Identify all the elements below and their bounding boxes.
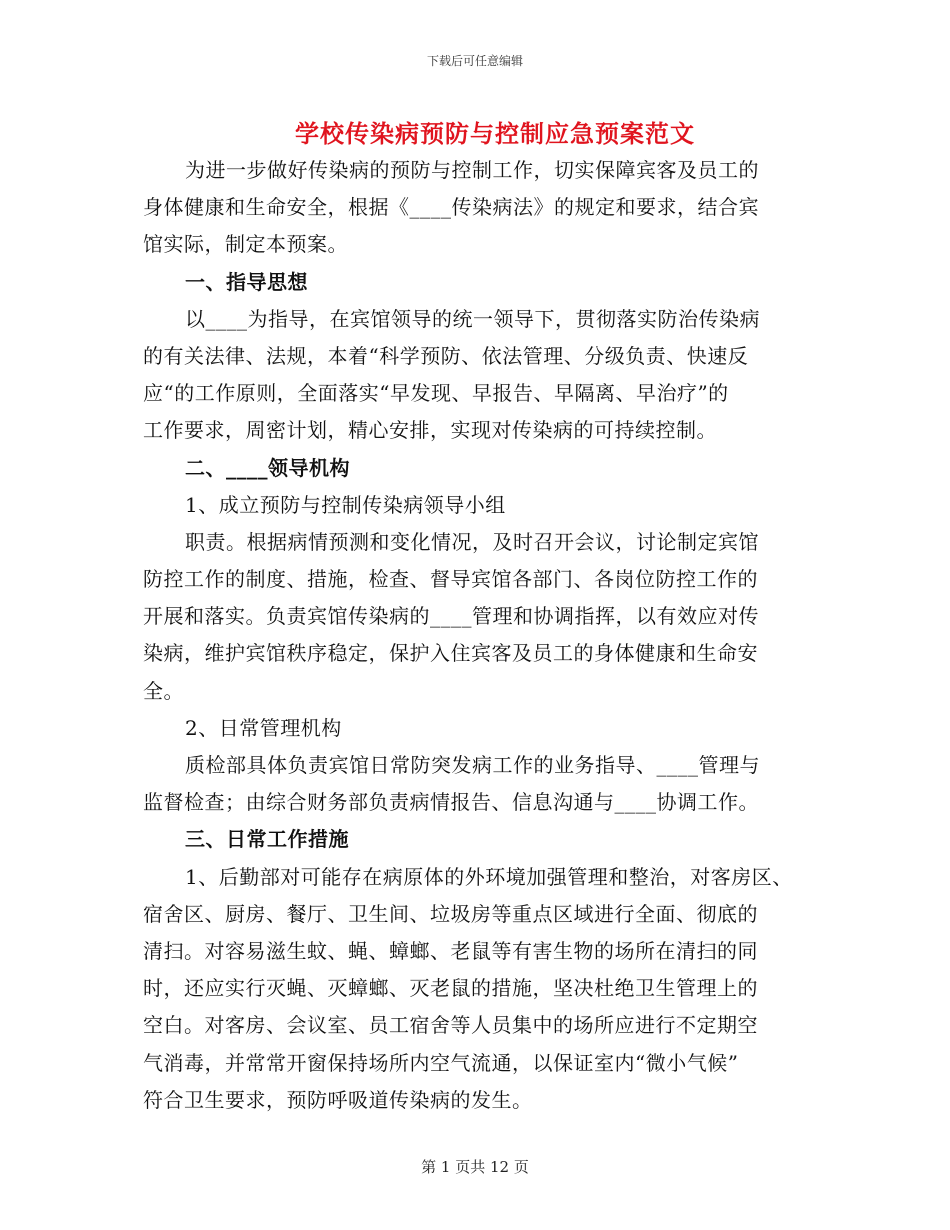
paragraph-line: 染病，维护宾馆秩序稳定，保护入住宾客及员工的身体健康和生命安 (143, 641, 758, 666)
paragraph-line: 质检部具体负责宾馆日常防突发病工作的业务指导、____管理与 (185, 753, 760, 777)
paragraph-line: 身体健康和生命安全，根据《____传染病法》的规定和要求，结合宾 (143, 195, 759, 220)
paragraph-line: 气消毒，并常常开窗保持场所内空气流通，以保证室内“微小气候” (143, 1050, 739, 1075)
paragraph-line: 开展和落实。负责宾馆传染病的____管理和协调指挥，以有效应对传 (143, 604, 759, 629)
paragraph-line: 清扫。对容易滋生蚊、蝇、蟑螂、老鼠等有害生物的场所在清扫的同 (143, 938, 758, 963)
paragraph-line: 2、日常管理机构 (185, 715, 342, 740)
paragraph-line: 的有关法律、法规，本着“科学预防、依法管理、分级负责、快速反 (143, 343, 749, 368)
page-footer: 第 1 页共 12 页 (421, 1158, 529, 1176)
paragraph-line: 防控工作的制度、措施，检查、督导宾馆各部门、各岗位防控工作的 (143, 567, 758, 592)
paragraph-line: 职责。根据病情预测和变化情况，及时召开会议，讨论制定宾馆 (185, 529, 759, 554)
section-heading: 一、指导思想 (185, 269, 308, 294)
paragraph-line: 符合卫生要求，预防呼吸道传染病的发生。 (143, 1087, 533, 1112)
document-body (143, 152, 823, 1119)
section-heading: 三、日常工作措施 (185, 827, 349, 852)
paragraph-line: 1、后勤部对可能存在病原体的外环境加强管理和整治，对客房区、 (185, 864, 793, 889)
paragraph-line: 宿舍区、厨房、餐厅、卫生间、垃圾房等重点区域进行全面、彻底的 (143, 901, 758, 926)
section-heading: 二、____领导机构 (185, 455, 350, 480)
paragraph-line: 全。 (143, 678, 184, 703)
paragraph-line: 监督检查；由综合财务部负责病情报告、信息沟通与____协调工作。 (143, 790, 759, 815)
header-note: 下载后可任意编辑 (426, 54, 523, 68)
paragraph-line: 以____为指导，在宾馆领导的统一领导下，贯彻落实防治传染病 (185, 306, 760, 331)
paragraph-line: 馆实际，制定本预案。 (143, 232, 348, 257)
paragraph-line: 应“的工作原则，全面落实“早发现、早报告、早隔离、早治疗”的 (143, 381, 729, 406)
paragraph-line: 1、成立预防与控制传染病领导小组 (185, 492, 506, 517)
paragraph-line: 时，还应实行灭蝇、灭蟑螂、灭老鼠的措施，坚决杜绝卫生管理上的 (143, 976, 758, 1001)
paragraph-line: 工作要求，周密计划，精心安排，实现对传染病的可持续控制。 (143, 418, 717, 443)
page-title: 学校传染病预防与控制应急预案范文 (295, 119, 695, 148)
paragraph-line: 空白。对客房、会议室、员工宿舍等人员集中的场所应进行不定期空 (143, 1013, 758, 1038)
paragraph-line: 为进一步做好传染病的预防与控制工作，切实保障宾客及员工的 (185, 158, 759, 182)
